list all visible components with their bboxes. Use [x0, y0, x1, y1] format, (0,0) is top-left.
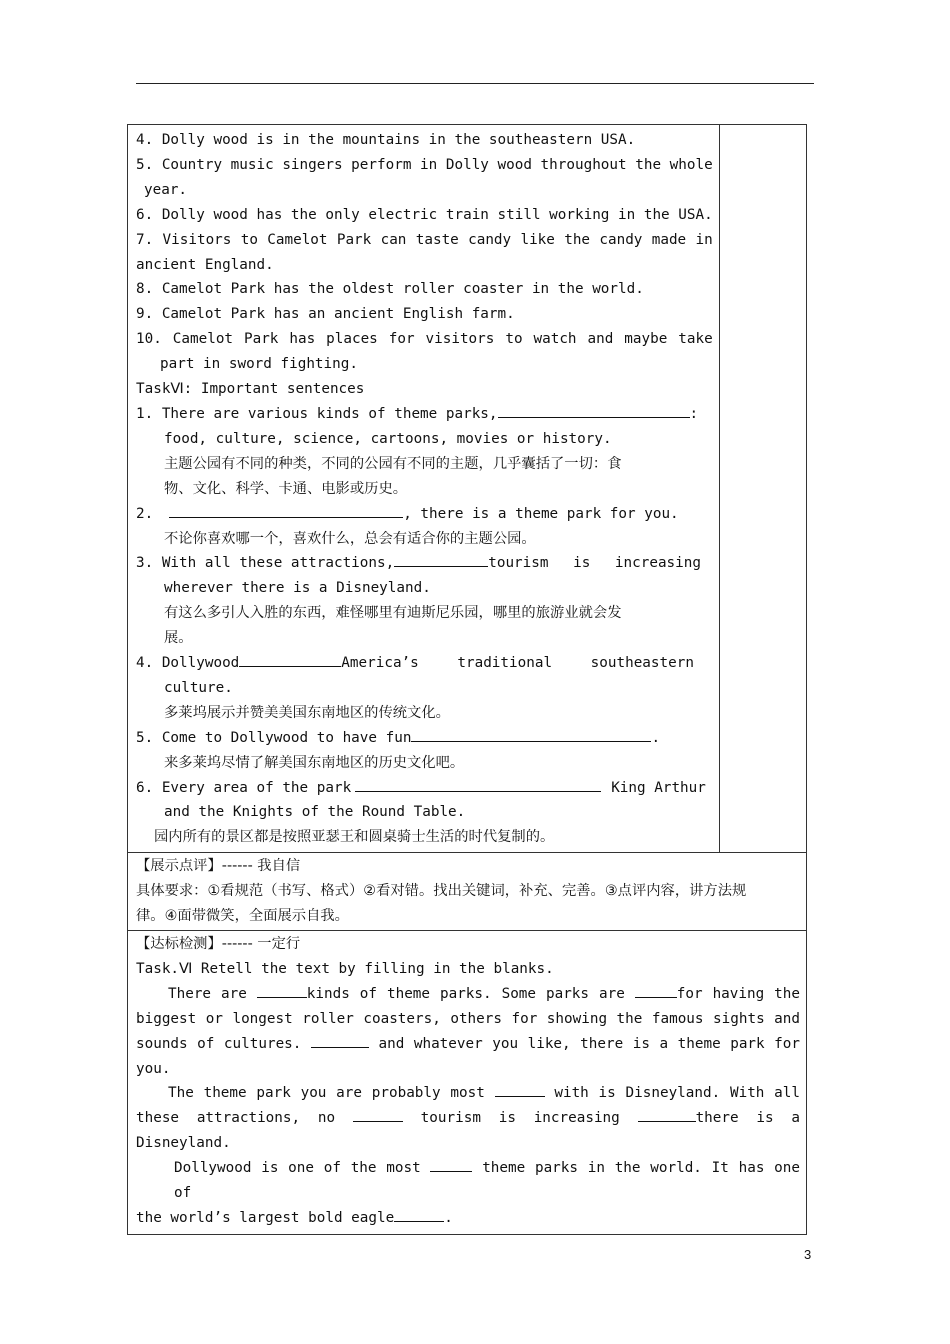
sentence-6 — [136, 776, 713, 801]
retell-p3-line2 — [136, 1206, 800, 1231]
retell-text: there is a — [695, 1110, 800, 1127]
sentence-3-translation-cont: 展。 — [164, 630, 193, 647]
retell-text: . — [444, 1209, 453, 1226]
sentence-1 — [136, 402, 713, 427]
sentence-6-end: King Arthur — [611, 779, 706, 796]
header-rule — [136, 83, 814, 84]
sentence-3-text — [136, 551, 701, 576]
sentence-5 — [136, 726, 713, 751]
retell-text: sounds of cultures. — [136, 1035, 302, 1052]
statement-9: 9. Camelot Park has an ancient English farm. — [136, 306, 515, 323]
sentence-3-cont: wherever there is a Disneyland. — [164, 580, 431, 597]
check-row — [128, 931, 807, 1235]
retell-text: Dollywood is one of the most — [174, 1160, 421, 1177]
blank-line — [169, 503, 403, 518]
page-number: 3 — [804, 1247, 812, 1262]
statement-5-cont: year. — [144, 181, 188, 198]
retell-text: these attractions, no — [136, 1110, 336, 1127]
retell-p2-line2 — [136, 1106, 800, 1131]
statement-5: 5. Country music singers perform in Dolly wood throughout the whole — [136, 156, 713, 173]
sentence-1-text: 1. There are various kinds of theme parks, — [136, 405, 498, 422]
blank-line — [394, 552, 488, 567]
check-heading: 【达标检测】------ 一定行 — [136, 936, 301, 952]
blank-line — [353, 1107, 403, 1122]
sentence-1-translation-cont: 物、文化、科学、卡通、电影或历史。 — [164, 480, 408, 497]
check-cell — [128, 931, 807, 1235]
sentence-3-start: 3. With all these attractions, — [136, 555, 395, 572]
blank-line — [394, 1207, 444, 1222]
sentence-3 — [136, 551, 713, 576]
statement-6: 6. Dolly wood has the only electric train still working in the USA. — [136, 206, 713, 223]
sentence-1-translation: 主题公园有不同的种类，不同的公园有不同的主题，几乎囊括了一切：食 — [164, 455, 622, 472]
notes-column — [719, 125, 806, 853]
statement-7-cont: ancient England. — [136, 256, 274, 273]
retell-task-title: Task.Ⅵ Retell the text by filling in the blanks. — [136, 960, 554, 977]
sentence-2-num: 2. — [136, 505, 154, 522]
blank-line — [635, 983, 677, 998]
statement-7: 7. Visitors to Camelot Park can taste candy like the candy made in — [136, 231, 713, 248]
sentence-1-cont: food, culture, science, cartoons, movies or history. — [164, 430, 612, 447]
retell-text: theme parks in the world. It has one of — [174, 1160, 801, 1202]
sentence-3-end: tourism is increasing — [488, 555, 701, 572]
worksheet-table — [127, 124, 807, 1235]
sentence-6-text: 6. Every area of the park — [136, 779, 352, 796]
retell-p1-line2: biggest or longest roller coasters, others for showing the famous sights and — [136, 1010, 800, 1027]
blank-line — [498, 403, 690, 418]
blank-line — [239, 652, 341, 667]
sentence-1-colon: : — [689, 405, 699, 422]
blank-line — [257, 983, 307, 998]
statement-4: 4. Dolly wood is in the mountains in the southeastern USA. — [136, 132, 636, 148]
sentence-2-text: , there is a theme park for you. — [403, 505, 679, 522]
sentence-6-translation: 园内所有的景区都是按照亚瑟王和圆桌骑士生活的时代复制的。 — [154, 829, 555, 846]
retell-text: the world’s largest bold eagle — [136, 1209, 395, 1226]
exercise-cell — [128, 125, 720, 853]
sentence-4-cont: culture. — [164, 679, 233, 696]
retell-text: and whatever you like, there is a theme park for — [378, 1035, 801, 1052]
retell-p1-line4: you. — [136, 1060, 171, 1077]
retell-p1-line3 — [136, 1032, 800, 1057]
sentence-2 — [136, 502, 713, 527]
sentence-6-cont: and the Knights of the Round Table. — [164, 804, 466, 821]
blank-line — [411, 727, 651, 742]
sentence-4-translation: 多莱坞展示并赞美美国东南地区的传统文化。 — [164, 704, 450, 721]
sentence-4 — [136, 651, 713, 676]
sentence-4-text: 4. Dollywood — [136, 655, 240, 672]
display-requirement: 具体要求：①看规范（书写、格式）②看对错。找出关键词，补充、完善。③点评内容，讲方法规 — [136, 883, 747, 900]
sentence-2-translation: 不论你喜欢哪一个，喜欢什么，总会有适合你的主题公园。 — [164, 530, 536, 547]
sentence-5-translation: 来多莱坞尽情了解美国东南地区的历史文化吧。 — [164, 754, 465, 771]
retell-text: There are — [168, 985, 247, 1002]
blank-line — [355, 777, 601, 792]
retell-text: with is Disneyland. With all — [554, 1085, 800, 1102]
sentence-5-text: 5. Come to Dollywood to have fun — [136, 729, 412, 746]
statement-10-cont: part in sword fighting. — [160, 356, 358, 373]
display-row — [128, 853, 807, 931]
retell-p1-line1 — [136, 982, 800, 1007]
blank-line — [430, 1157, 472, 1172]
task6-title: TaskⅥ: Important sentences — [136, 381, 365, 398]
retell-text: for having the — [676, 985, 800, 1002]
retell-text: The theme park you are probably most — [168, 1085, 485, 1102]
sentence-5-end: . — [651, 729, 661, 746]
retell-p3-line1 — [136, 1156, 800, 1206]
blank-line — [495, 1082, 545, 1097]
statement-8: 8. Camelot Park has the oldest roller coaster in the world. — [136, 281, 644, 298]
display-cell — [128, 853, 807, 931]
statement-10: 10. Camelot Park has places for visitors to watch and maybe take — [136, 331, 713, 348]
sentence-4-end: America’s traditional southeastern — [341, 655, 694, 672]
retell-p2-line1 — [136, 1081, 800, 1106]
exercise-row — [128, 125, 807, 853]
display-heading: 【展示点评】------ 我自信 — [136, 858, 301, 875]
retell-p2-line3: Disneyland. — [136, 1135, 231, 1152]
blank-line — [311, 1033, 369, 1048]
display-requirement-cont: 律。④面带微笑，全面展示自我。 — [136, 908, 349, 925]
sentence-3-translation: 有这么多引人入胜的东西，难怪哪里有迪斯尼乐园，哪里的旅游业就会发 — [164, 605, 622, 622]
blank-line — [638, 1107, 696, 1122]
retell-text: tourism is increasing — [420, 1110, 620, 1127]
retell-text: kinds of theme parks. Some parks are — [306, 985, 625, 1002]
